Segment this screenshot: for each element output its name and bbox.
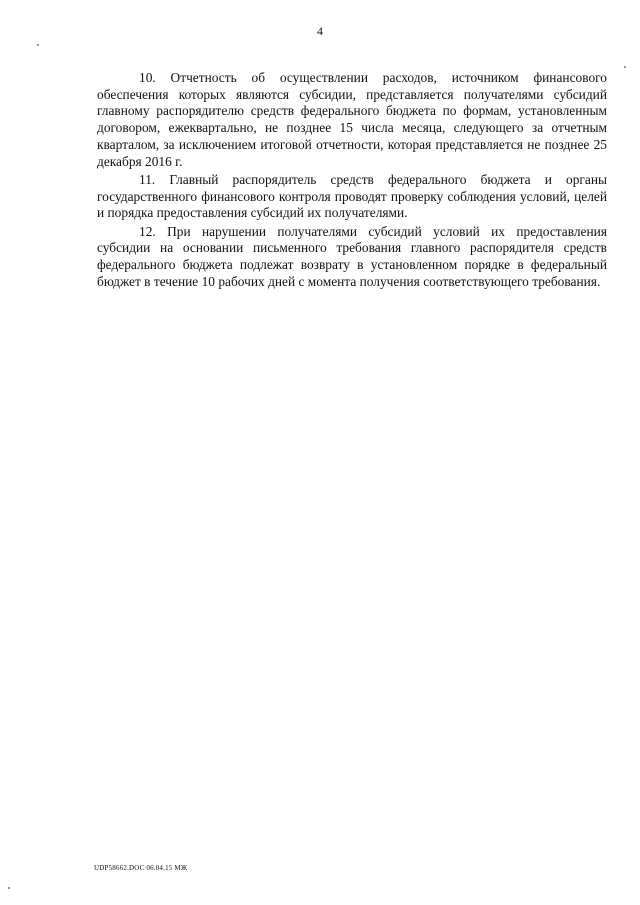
paragraph-11-compliance-check: 11. Главный распорядитель средств федерального бюджета и органы государственного финансового контроля проводят проверку соблюдения условий, целей и порядка предоставления субсидий их получателями. bbox=[97, 171, 607, 221]
scan-speck bbox=[8, 887, 10, 889]
footer-doc-reference: UDP58662.DOC 06.04.15 МЖ bbox=[94, 864, 188, 872]
page-number: 4 bbox=[317, 24, 323, 38]
paragraph-12-subsidy-return: 12. При нарушении получателями субсидий условий их предоставления субсидии на основании письменного требования главного распорядителя средств федерального бюджета подлежат возврату в установленном порядке в федеральный бюджет в течение 10 рабочих дней с момента получения соответствующего требования. bbox=[97, 223, 607, 289]
document-body bbox=[97, 70, 607, 292]
scan-speck bbox=[37, 44, 39, 46]
paragraph-10-reporting: 10. Отчетность об осуществлении расходов, источником финансового обеспечения которых являются субсидии, представляется получателями субсидий главному распорядителю средств федерального бюджета по формам, установленным договором, ежеквартально, не позднее 15 числа месяца, следующего за отчетным кварталом, за исключением итоговой отчетности, которая представляется не позднее 25 декабря 2016 г. bbox=[97, 70, 607, 169]
scan-speck bbox=[624, 66, 626, 68]
